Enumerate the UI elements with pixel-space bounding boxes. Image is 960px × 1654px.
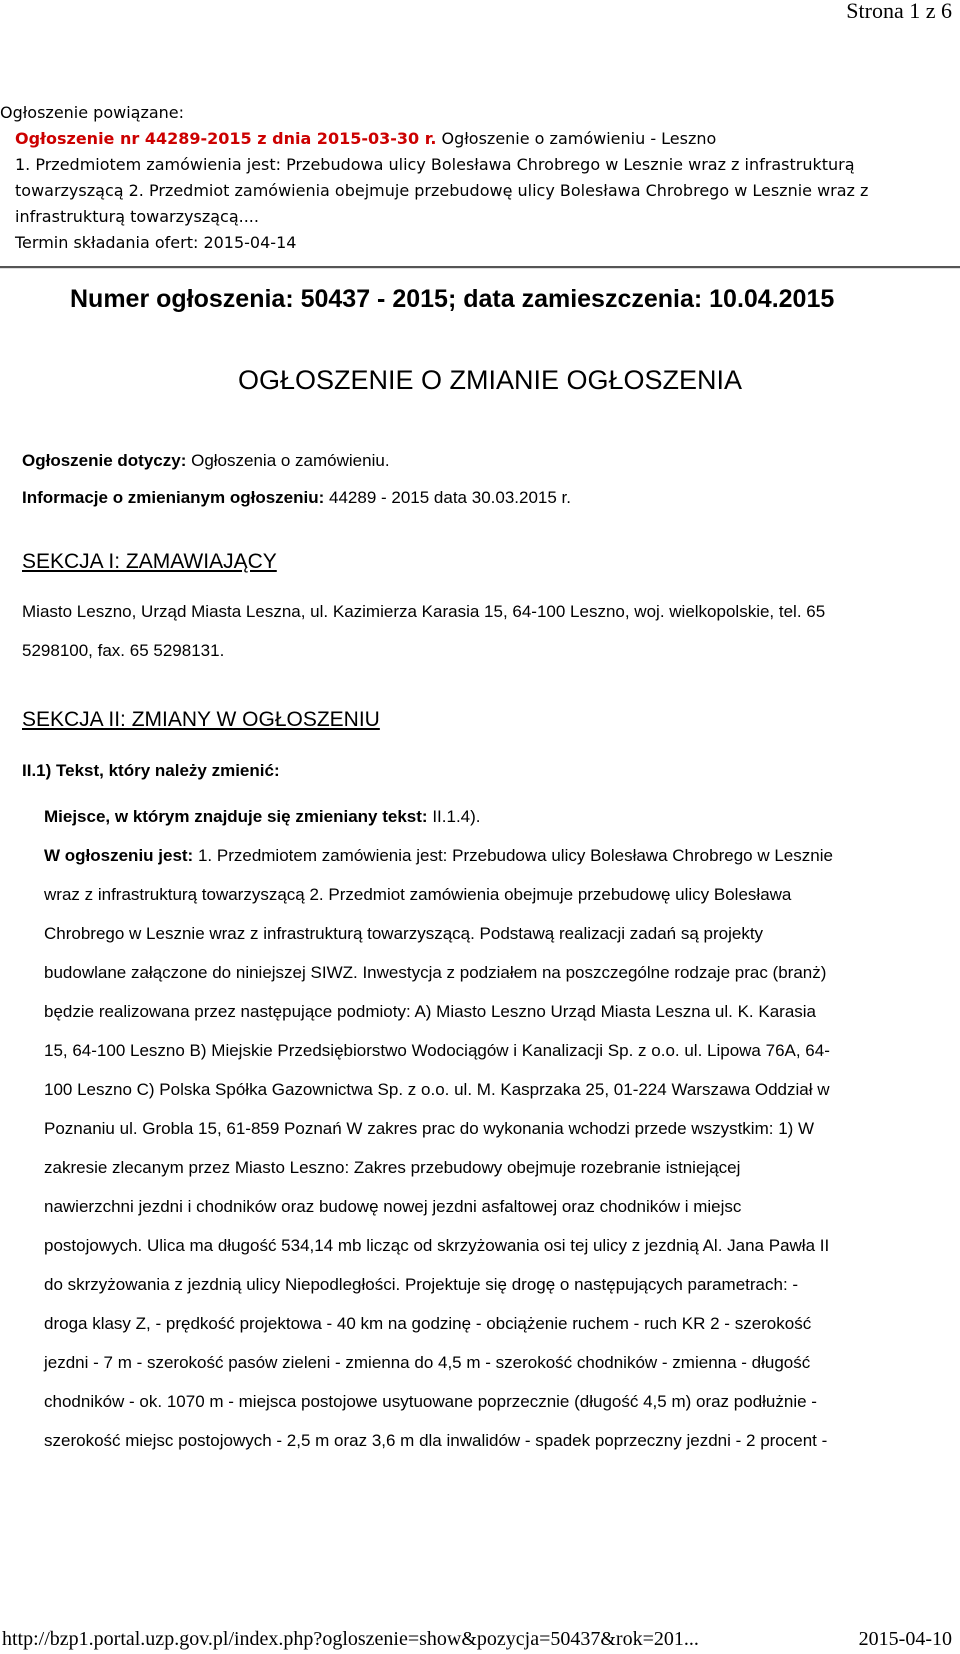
current-text-line (44, 1265, 952, 1304)
current-text-line (44, 1421, 952, 1460)
section1-heading: SEKCJA I: ZAMAWIAJĄCY (22, 550, 277, 573)
current-text-segment: Chrobrego w Lesznie wraz z infrastrukturą towarzyszącą. Podstawą realizacji zadań są projekty (44, 924, 764, 943)
changed-info-label: Informacje o zmienianym ogłoszeniu: (22, 488, 325, 507)
current-text-segment: nawierzchni jezdni i chodników oraz budowę nowej jezdni asfaltowej oraz chodników i miejsc (44, 1197, 742, 1216)
current-text-line (44, 836, 952, 875)
current-text-segment: będzie realizowana przez następujące podmioty: A) Miasto Leszno Urząd Miasta Leszna ul. K. Karasia (44, 1002, 817, 1021)
current-text-line (44, 1109, 952, 1148)
current-text-line (44, 1148, 952, 1187)
current-text-segment: wraz z infrastrukturą towarzyszącą 2. Przedmiot zamówienia obejmuje przebudowę ulicy Bolesława (44, 885, 792, 904)
current-text-segment: 1. Przedmiotem zamówienia jest: Przebudowa ulicy Bolesława Chrobrego w Lesznie (193, 846, 833, 865)
current-text-line (44, 1031, 952, 1070)
section2-heading: SEKCJA II: ZMIANY W OGŁOSZENIU (22, 708, 380, 731)
document-body (22, 448, 952, 1460)
current-text-segment: do skrzyżowania z jezdnią ulicy Niepodległości. Projektuje się drogę o następujących parametrach: - (44, 1275, 799, 1294)
current-text-segment: szerokość miejsc postojowych - 2,5 m oraz 3,6 m dla inwalidów - spadek poprzeczny jezdni - 2 procent - (44, 1431, 828, 1450)
place-label: Miejsce, w którym znajduje się zmieniany tekst: (44, 807, 428, 826)
current-text-line (44, 1343, 952, 1382)
place-value: II.1.4). (427, 807, 481, 826)
announcement-number: Numer ogłoszenia: 50437 - 2015; data zamieszczenia: 10.04.2015 (70, 285, 835, 313)
related-deadline: Termin składania ofert: 2015-04-14 (15, 233, 297, 252)
current-text-segment: budowlane załączone do niniejszej SIWZ. Inwestycja z podziałem na poszczególne rodzaje prac (branż) (44, 963, 827, 982)
change-block (22, 804, 952, 1460)
in-announcement-label: W ogłoszeniu jest: (44, 846, 194, 865)
related-desc-line: 1. Przedmiotem zamówienia jest: Przebudowa ulicy Bolesława Chrobrego w Lesznie wraz z infrastrukturą (15, 155, 855, 174)
current-text-line (44, 1187, 952, 1226)
page-indicator: Strona 1 z 6 (846, 0, 952, 23)
current-text-segment: droga klasy Z, - prędkość projektowa - 40 km na godzinę - obciążenie ruchem - ruch KR 2 - szerokość (44, 1314, 812, 1333)
current-text-segment: chodników - ok. 1070 m - miejsca postojowe usytuowane poprzecznie (długość 4,5 m) oraz podłużnie - (44, 1392, 817, 1411)
concerns-label: Ogłoszenie dotyczy: (22, 451, 187, 470)
current-text-segment: postojowych. Ulica ma długość 534,14 mb licząc od skrzyżowania osi tej ulicy z jezdnią Al. Jana Pawła II (44, 1236, 830, 1255)
page-title: OGŁOSZENIE O ZMIANIE OGŁOSZENIA (237, 365, 743, 395)
current-text-line (44, 1304, 952, 1343)
footer-url: http://bzp1.portal.uzp.gov.pl/index.php?ogloszenie=show&pozycja=50437&rok=201... (2, 1628, 699, 1650)
related-label: Ogłoszenie powiązane: (0, 103, 185, 122)
current-text-segment: Poznaniu ul. Grobla 15, 61-859 Poznań W zakres prac do wykonania wchodzi przede wszystkim: 1) W (44, 1119, 815, 1138)
current-text-segment: zakresie zlecanym przez Miasto Leszno: Zakres przebudowy obejmuje rozebranie istniejącej (44, 1158, 741, 1177)
current-text-segment: 15, 64-100 Leszno B) Miejskie Przedsiębiorstwo Wodociągów i Kanalizacji Sp. z o.o. ul. Lipowa 76A, 64- (44, 1041, 830, 1060)
changed-info-value: 44289 - 2015 data 30.03.2015 r. (324, 488, 571, 507)
current-text-segment: 100 Leszno C) Polska Spółka Gazownictwa Sp. z o.o. ul. M. Kasprzaka 25, 01-224 Warszawa Oddział w (44, 1080, 830, 1099)
current-text-line (44, 1382, 952, 1421)
footer-date: 2015-04-10 (858, 1628, 952, 1650)
related-announcement (0, 100, 950, 256)
current-text-segment: jezdni - 7 m - szerokość pasów zieleni - zmienna do 4,5 m - szerokość chodników - zmienna - długość (44, 1353, 811, 1372)
divider (0, 266, 960, 269)
concerns-row (22, 448, 952, 474)
section2-subheading-text: II.1) Tekst, który należy zmienić: (22, 761, 280, 780)
current-text-line (44, 875, 952, 914)
current-text-line (44, 992, 952, 1031)
concerns-value: Ogłoszenia o zamówieniu. (186, 451, 390, 470)
section2-subheading (22, 758, 952, 784)
current-text-line (44, 914, 952, 953)
current-text (44, 836, 952, 1460)
related-desc-line: infrastrukturą towarzyszącą.... (15, 207, 259, 226)
current-text-line (44, 953, 952, 992)
related-link-row (0, 126, 950, 152)
changed-info-row (22, 485, 952, 511)
related-link-suffix: Ogłoszenie o zamówieniu - Leszno (436, 129, 717, 148)
section1-line: Miasto Leszno, Urząd Miasta Leszna, ul. Kazimierza Karasia 15, 64-100 Leszno, woj. wielkopolskie, tel. 65 (22, 602, 826, 621)
current-text-line (44, 1226, 952, 1265)
current-text-line (44, 1070, 952, 1109)
section1-line: 5298100, fax. 65 5298131. (22, 641, 225, 660)
place-row (44, 804, 952, 830)
related-desc-line: towarzyszącą 2. Przedmiot zamówienia obejmuje przebudowę ulicy Bolesława Chrobrego w Lesznie wraz z (15, 181, 869, 200)
related-announcement-link[interactable]: Ogłoszenie nr 44289-2015 z dnia 2015-03-30 r. (15, 129, 437, 148)
